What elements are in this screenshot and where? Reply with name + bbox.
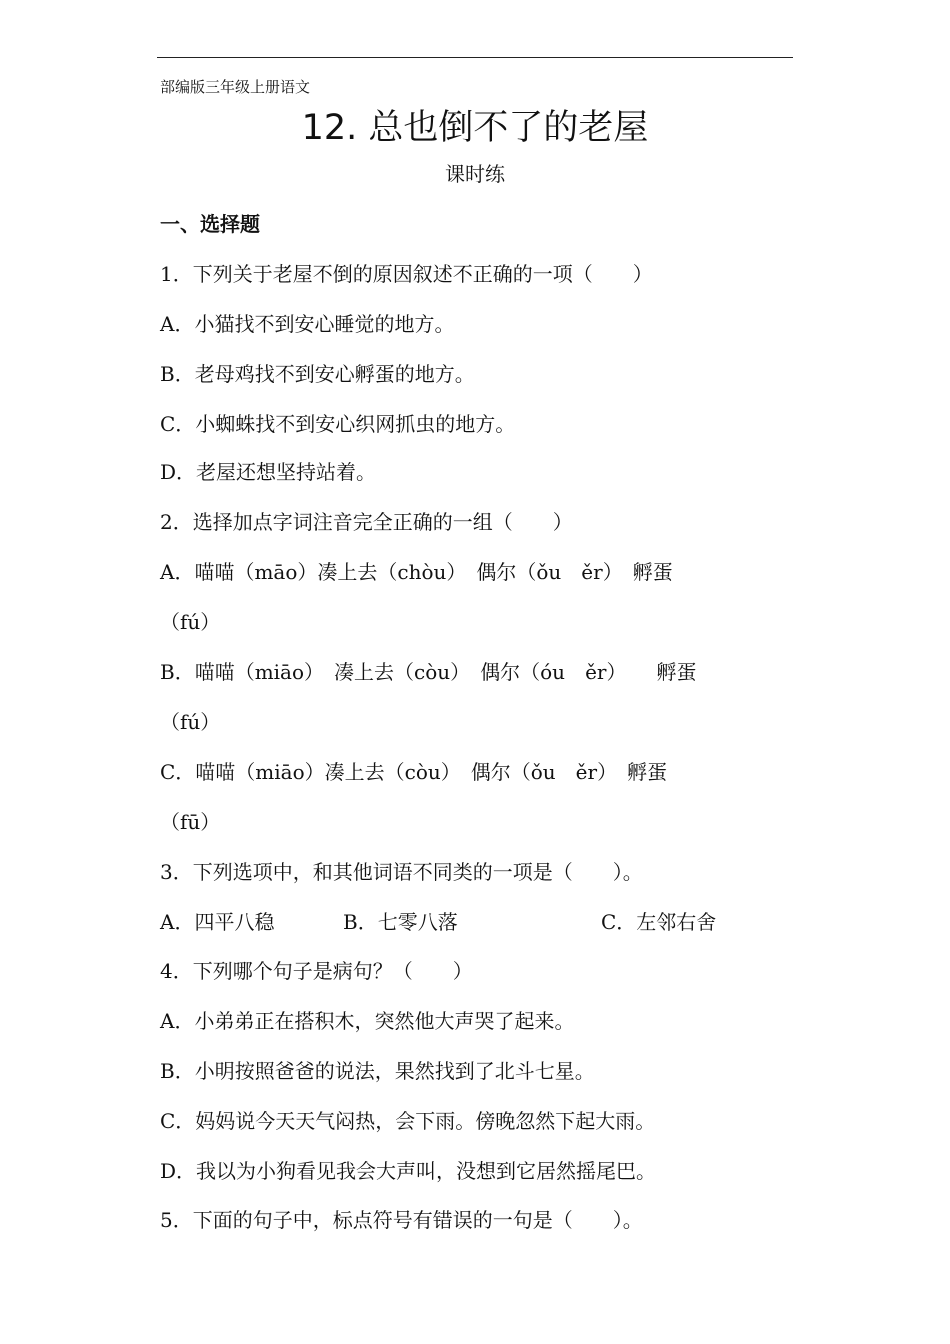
question-1-option-d: D．老屋还想坚持站着。 bbox=[160, 460, 377, 484]
question-4-option-d: D．我以为小狗看见我会大声叫，没想到它居然摇尾巴。 bbox=[160, 1159, 657, 1183]
header-note: 部编版三年级上册语文 bbox=[160, 78, 311, 96]
question-2-option-b: B．喵喵（miāo） 凑上去（còu） 偶尔（óu ěr） 孵蛋 bbox=[160, 660, 697, 684]
section-heading: 一、选择题 bbox=[160, 212, 260, 236]
question-2-option-c-cont: （fū） bbox=[160, 810, 221, 834]
question-2-option-c: C．喵喵（miāo）凑上去（còu） 偶尔（ǒu ěr） 孵蛋 bbox=[160, 760, 668, 784]
page-title: 12. 总也倒不了的老屋 bbox=[301, 108, 649, 148]
question-1-stem: 1．下列关于老屋不倒的原因叙述不正确的一项（ ） bbox=[160, 262, 653, 286]
question-2-option-b-cont: （fú） bbox=[160, 710, 221, 734]
question-1-option-c: C．小蜘蛛找不到安心织网抓虫的地方。 bbox=[160, 412, 516, 436]
question-3-stem: 3．下列选项中，和其他词语不同类的一项是（ ）。 bbox=[160, 860, 643, 884]
question-4-option-c: C．妈妈说今天天气闷热，会下雨。傍晚忽然下起大雨。 bbox=[160, 1109, 656, 1133]
question-5-stem: 5．下面的句子中，标点符号有错误的一句是（ ）。 bbox=[160, 1208, 643, 1232]
question-2-option-a: A．喵喵（māo）凑上去（chòu） 偶尔（ǒu ěr） 孵蛋 bbox=[160, 560, 673, 584]
question-1-option-b: B．老母鸡找不到安心孵蛋的地方。 bbox=[160, 362, 475, 386]
page-subtitle: 课时练 bbox=[445, 162, 505, 186]
question-3-option-a: A．四平八稳 bbox=[160, 910, 275, 934]
question-4-option-b: B．小明按照爸爸的说法，果然找到了北斗七星。 bbox=[160, 1059, 595, 1083]
question-3-option-b: B．七零八落 bbox=[343, 910, 458, 934]
question-3-option-c: C．左邻右舍 bbox=[601, 910, 717, 934]
question-2-option-a-cont: （fú） bbox=[160, 610, 221, 634]
header-rule bbox=[157, 57, 793, 58]
question-4-stem: 4．下列哪个句子是病句？（ ） bbox=[160, 959, 473, 983]
question-2-stem: 2．选择加点字词注音完全正确的一组（ ） bbox=[160, 510, 573, 534]
question-4-option-a: A．小弟弟正在搭积木，突然他大声哭了起来。 bbox=[160, 1009, 575, 1033]
question-1-option-a: A．小猫找不到安心睡觉的地方。 bbox=[160, 312, 455, 336]
